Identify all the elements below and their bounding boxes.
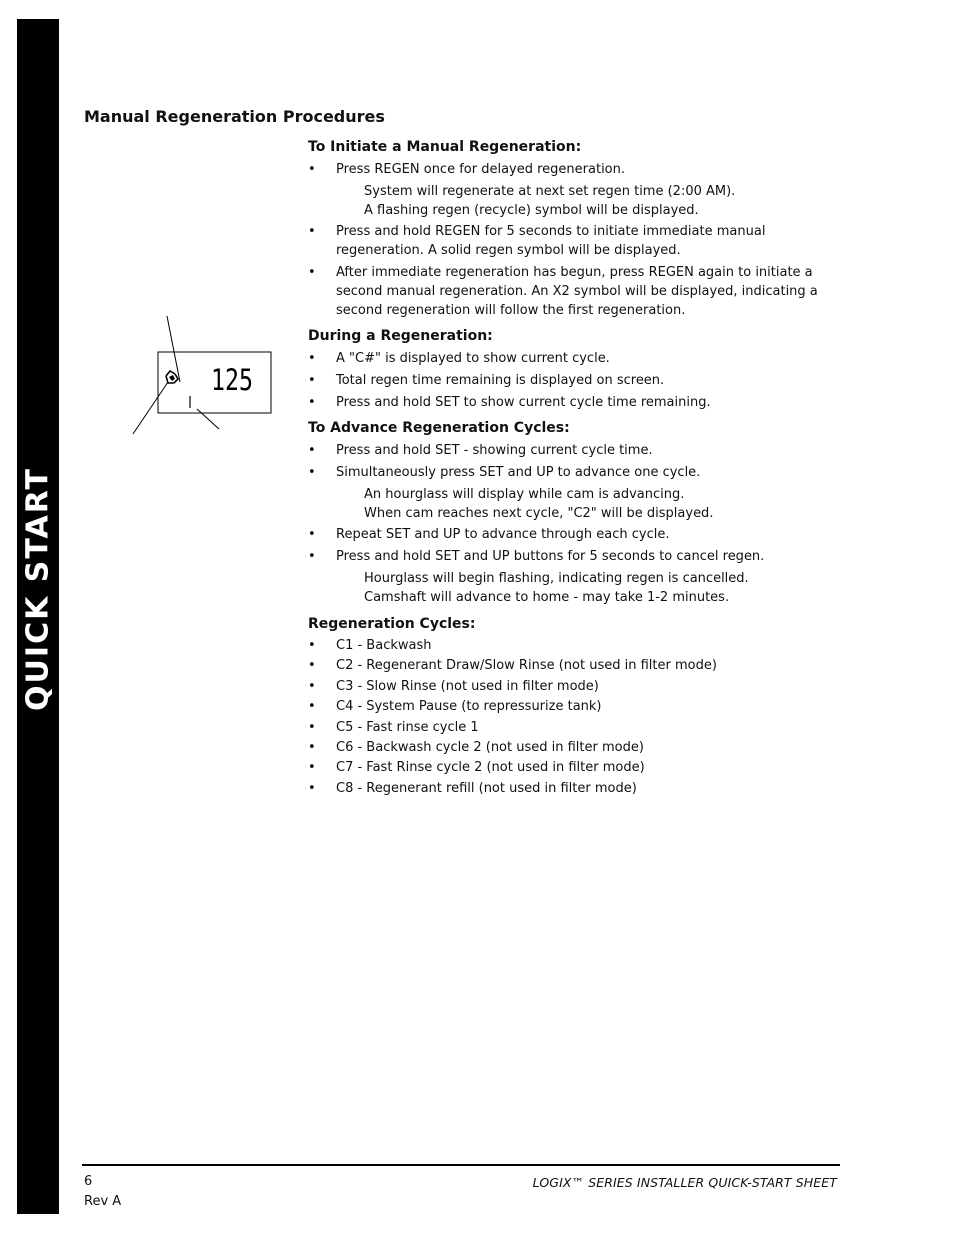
list-item: • Simultaneously press SET and UP to advance one cycle.	[308, 463, 838, 482]
sidebar-label: QUICK START	[20, 467, 56, 711]
list-item: • Press REGEN once for delayed regeneration.	[308, 160, 838, 179]
note-block: System will regenerate at next set regen time (2:00 AM). A flashing regen (recycle) symbol will be displayed.	[364, 184, 736, 218]
footer-divider	[82, 1164, 840, 1166]
recycle-icon	[166, 371, 178, 383]
list-item: • Total regen time remaining is displayed on screen.	[308, 371, 838, 390]
list-item: • C6 - Backwash cycle 2 (not used in filter mode)	[308, 739, 838, 756]
revision-label: Rev A	[84, 1194, 122, 1209]
footer-document-title: LOGIX™ SERIES INSTALLER QUICK-START SHEET	[532, 1175, 837, 1190]
list-item: • C5 - Fast rinse cycle 1	[308, 719, 838, 736]
lcd-readout: 125	[211, 363, 253, 397]
lcd-display-figure	[130, 312, 280, 442]
section-heading: To Advance Regeneration Cycles:	[308, 420, 570, 436]
list-item: • C2 - Regenerant Draw/Slow Rinse (not used in filter mode)	[308, 657, 838, 674]
list-item: • C7 - Fast Rinse cycle 2 (not used in filter mode)	[308, 759, 838, 776]
page-number: 6	[84, 1174, 93, 1189]
list-item: • Press and hold REGEN for 5 seconds to initiate immediate manual regeneration. A solid regen symbol will be displayed.	[308, 222, 838, 260]
section-heading: To Initiate a Manual Regeneration:	[308, 139, 582, 155]
list-item: • C4 - System Pause (to repressurize tank)	[308, 698, 838, 715]
section-during	[308, 327, 838, 412]
section-heading: During a Regeneration:	[308, 328, 493, 344]
list-item: • C3 - Slow Rinse (not used in filter mode)	[308, 678, 838, 695]
list-item: • Press and hold SET - showing current cycle time.	[308, 441, 838, 460]
note-block: An hourglass will display while cam is advancing. When cam reaches next cycle, "C2" will be displayed.	[364, 487, 714, 521]
section-cycles	[308, 615, 838, 797]
list-item: • Repeat SET and UP to advance through each cycle.	[308, 525, 838, 544]
list-item: • C8 - Regenerant refill (not used in filter mode)	[308, 780, 838, 797]
lcd-display-diagram	[130, 312, 280, 442]
note-block: Hourglass will begin flashing, indicating regen is cancelled. Camshaft will advance to home - may take 1-2 minutes.	[364, 571, 749, 605]
section-heading: Regeneration Cycles:	[308, 616, 476, 632]
list-item: • After immediate regeneration has begun, press REGEN again to initiate a second manual regeneration. An X2 symbol will be displayed, indicating a second regeneration will follow the first regeneration.	[308, 263, 838, 320]
section-initiate	[308, 138, 838, 320]
main-content	[308, 138, 838, 800]
list-item: • A "C#" is displayed to show current cycle.	[308, 349, 838, 368]
list-item: • C1 - Backwash	[308, 637, 838, 654]
section-advance	[308, 419, 838, 607]
quick-start-sidebar	[17, 19, 59, 1214]
page-title: Manual Regeneration Procedures	[84, 107, 385, 126]
list-item: • Press and hold SET and UP buttons for 5 seconds to cancel regen.	[308, 547, 838, 566]
list-item: • Press and hold SET to show current cycle time remaining.	[308, 393, 838, 412]
